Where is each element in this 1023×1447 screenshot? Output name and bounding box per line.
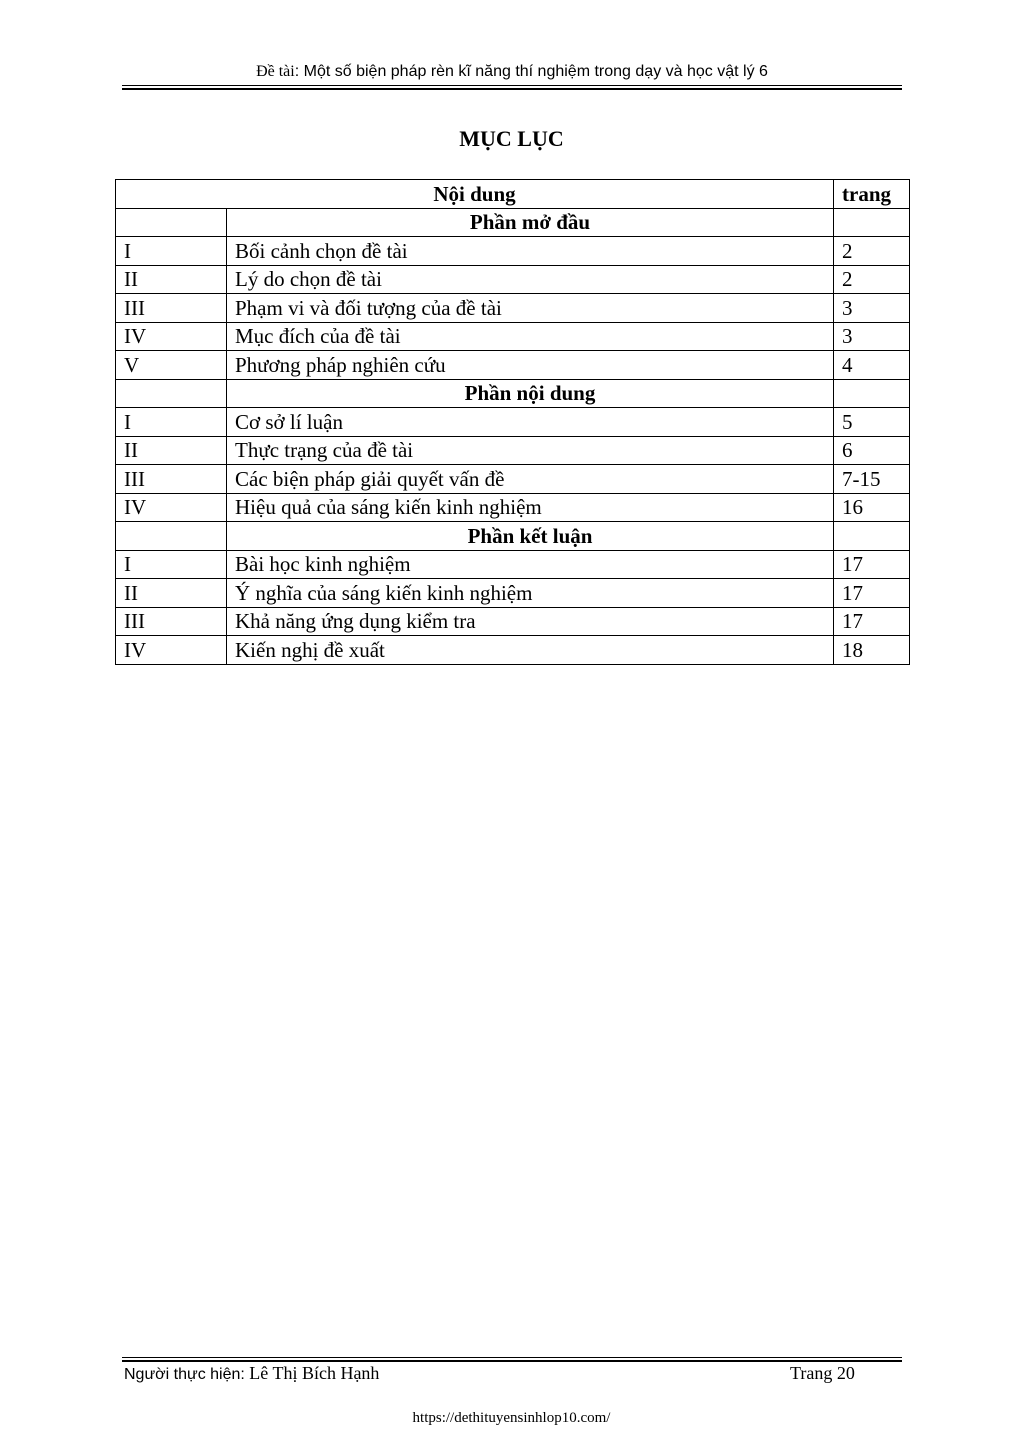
- row-title: Lý do chọn đề tài: [227, 265, 834, 294]
- row-number: I: [116, 408, 227, 437]
- header-rule: [122, 85, 902, 90]
- row-page: 3: [834, 322, 910, 351]
- toc-header-row: [116, 180, 910, 209]
- row-number: III: [116, 294, 227, 323]
- table-row: [116, 265, 910, 294]
- section-heading-page-cell: [834, 379, 910, 408]
- table-row: [116, 550, 910, 579]
- table-row: [116, 465, 910, 494]
- col-page-header: trang: [834, 180, 910, 209]
- table-row: [116, 351, 910, 380]
- row-page: 2: [834, 237, 910, 266]
- header-lead: Đề tài: [256, 63, 295, 80]
- row-number: V: [116, 351, 227, 380]
- section-heading: Phần nội dung: [227, 379, 834, 408]
- author-name: Lê Thị Bích Hạnh: [249, 1363, 380, 1383]
- row-title: Phương pháp nghiên cứu: [227, 351, 834, 380]
- row-title: Cơ sở lí luận: [227, 408, 834, 437]
- row-number: III: [116, 465, 227, 494]
- footer-author: [124, 1362, 379, 1386]
- row-number: II: [116, 265, 227, 294]
- table-row: [116, 579, 910, 608]
- row-page: 17: [834, 579, 910, 608]
- row-title: Thực trạng của đề tài: [227, 436, 834, 465]
- row-number: IV: [116, 493, 227, 522]
- row-page: 18: [834, 636, 910, 665]
- table-row: [116, 294, 910, 323]
- section-heading-num-cell: [116, 522, 227, 551]
- row-page: 6: [834, 436, 910, 465]
- row-page: 2: [834, 265, 910, 294]
- section-heading-row: [116, 522, 910, 551]
- page-title: MỤC LỤC: [459, 126, 564, 151]
- section-heading-row: [116, 208, 910, 237]
- row-page: 4: [834, 351, 910, 380]
- row-number: I: [116, 237, 227, 266]
- page-header: [122, 62, 902, 82]
- table-row: [116, 436, 910, 465]
- toc-table: [115, 179, 910, 665]
- row-title: Phạm vi và đối tượng của đề tài: [227, 294, 834, 323]
- row-page: 3: [834, 294, 910, 323]
- row-title: Mục đích của đề tài: [227, 322, 834, 351]
- row-page: 7-15: [834, 465, 910, 494]
- section-heading-page-cell: [834, 522, 910, 551]
- row-title: Ý nghĩa của sáng kiến kinh nghiệm: [227, 579, 834, 608]
- table-row: [116, 237, 910, 266]
- toc-body: [116, 208, 910, 664]
- author-label: Người thực hiện:: [124, 1366, 250, 1383]
- source-url: https://dethituyensinhlop10.com/: [412, 1410, 611, 1426]
- page-number: Trang 20: [790, 1363, 855, 1383]
- row-page: 17: [834, 607, 910, 636]
- section-heading-num-cell: [116, 379, 227, 408]
- row-title: Kiến nghị đề xuất: [227, 636, 834, 665]
- col-content-header: Nội dung: [116, 180, 834, 209]
- row-page: 17: [834, 550, 910, 579]
- row-title: Hiệu quả của sáng kiến kinh nghiệm: [227, 493, 834, 522]
- section-heading-page-cell: [834, 208, 910, 237]
- section-heading: Phần kết luận: [227, 522, 834, 551]
- row-number: III: [116, 607, 227, 636]
- row-title: Các biện pháp giải quyết vấn đề: [227, 465, 834, 494]
- header-topic: : Một số biện pháp rèn kĩ năng thí nghiệm trong dạy và học vật lý 6: [294, 63, 768, 80]
- section-heading: Phần mở đầu: [227, 208, 834, 237]
- row-number: I: [116, 550, 227, 579]
- row-title: Khả năng ứng dụng kiểm tra: [227, 607, 834, 636]
- row-number: IV: [116, 636, 227, 665]
- table-row: [116, 322, 910, 351]
- table-row: [116, 493, 910, 522]
- row-number: II: [116, 579, 227, 608]
- row-title: Bối cảnh chọn đề tài: [227, 237, 834, 266]
- row-number: II: [116, 436, 227, 465]
- section-heading-num-cell: [116, 208, 227, 237]
- table-row: [116, 636, 910, 665]
- table-row: [116, 607, 910, 636]
- section-heading-row: [116, 379, 910, 408]
- row-title: Bài học kinh nghiệm: [227, 550, 834, 579]
- row-page: 16: [834, 493, 910, 522]
- row-page: 5: [834, 408, 910, 437]
- row-number: IV: [116, 322, 227, 351]
- table-row: [116, 408, 910, 437]
